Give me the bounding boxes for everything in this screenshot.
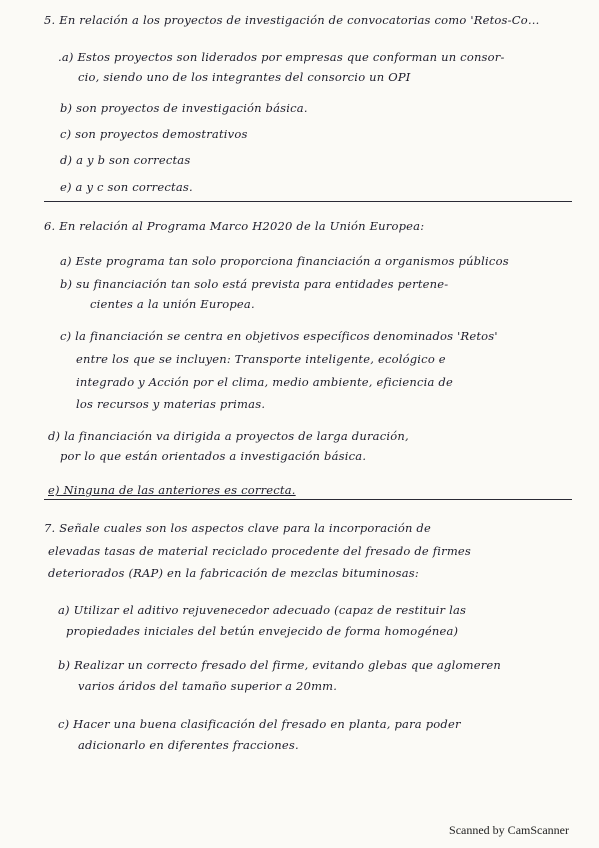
q6-option-e: e) Ninguna de las anteriores es correcta. xyxy=(48,483,296,497)
q5-option-e: e) a y c son correctas. xyxy=(60,180,193,194)
q6-option-d-line1: d) la financiación va dirigida a proyectos de larga duración, xyxy=(48,429,409,443)
q6-option-c-line3: integrado y Acción por el clima, medio ambiente, eficiencia de xyxy=(76,375,453,389)
q7-option-c-line1: c) Hacer una buena clasificación del fresado en planta, para poder xyxy=(58,717,461,731)
q7-option-b-line2: varios áridos del tamaño superior a 20mm. xyxy=(78,679,338,693)
q7-option-a-line2: propiedades iniciales del betún envejecido de forma homogénea) xyxy=(66,624,459,638)
separator-q5 xyxy=(44,201,572,202)
separator-q6 xyxy=(44,499,572,500)
q7-option-a-line1: a) Utilizar el aditivo rejuvenecedor adecuado (capaz de restituir las xyxy=(58,603,467,617)
q5-option-b: b) son proyectos de investigación básica. xyxy=(60,101,308,115)
q5-option-d: d) a y b son correctas xyxy=(60,153,191,167)
q7-stem-line2: elevadas tasas de material reciclado procedente del fresado de firmes xyxy=(48,544,472,558)
q6-option-c-line4: los recursos y materias primas. xyxy=(76,397,266,411)
q5-option-c: c) son proyectos demostrativos xyxy=(60,127,248,141)
q6-option-d-line2: por lo que están orientados a investigación básica. xyxy=(60,449,367,463)
camscanner-watermark: Scanned by CamScanner xyxy=(449,823,569,837)
q7-stem-line3: deteriorados (RAP) en la fabricación de mezclas bituminosas: xyxy=(48,566,419,580)
q6-stem: 6. En relación al Programa Marco H2020 de la Unión Europea: xyxy=(44,219,425,233)
q6-option-a: a) Este programa tan solo proporciona financiación a organismos públicos xyxy=(60,254,509,268)
q5-option-a-line1: .a) Estos proyectos son liderados por empresas que conforman un consor- xyxy=(58,50,505,64)
q7-stem-line1: 7. Señale cuales son los aspectos clave para la incorporación de xyxy=(44,521,431,535)
q6-option-b-line2: cientes a la unión Europea. xyxy=(90,297,255,311)
q5-stem: 5. En relación a los proyectos de investigación de convocatorias como 'Retos-Co… xyxy=(44,13,540,27)
q7-option-c-line2: adicionarlo en diferentes fracciones. xyxy=(78,738,299,752)
q7-option-b-line1: b) Realizar un correcto fresado del firme, evitando glebas que aglomeren xyxy=(58,658,502,672)
q6-option-b-line1: b) su financiación tan solo está prevista para entidades pertene- xyxy=(60,277,449,291)
q5-option-a-line2: cio, siendo uno de los integrantes del consorcio un OPI xyxy=(78,70,411,84)
q6-option-c-line1: c) la financiación se centra en objetivos específicos denominados 'Retos' xyxy=(60,329,498,343)
q6-option-c-line2: entre los que se incluyen: Transporte inteligente, ecológico e xyxy=(76,352,446,366)
